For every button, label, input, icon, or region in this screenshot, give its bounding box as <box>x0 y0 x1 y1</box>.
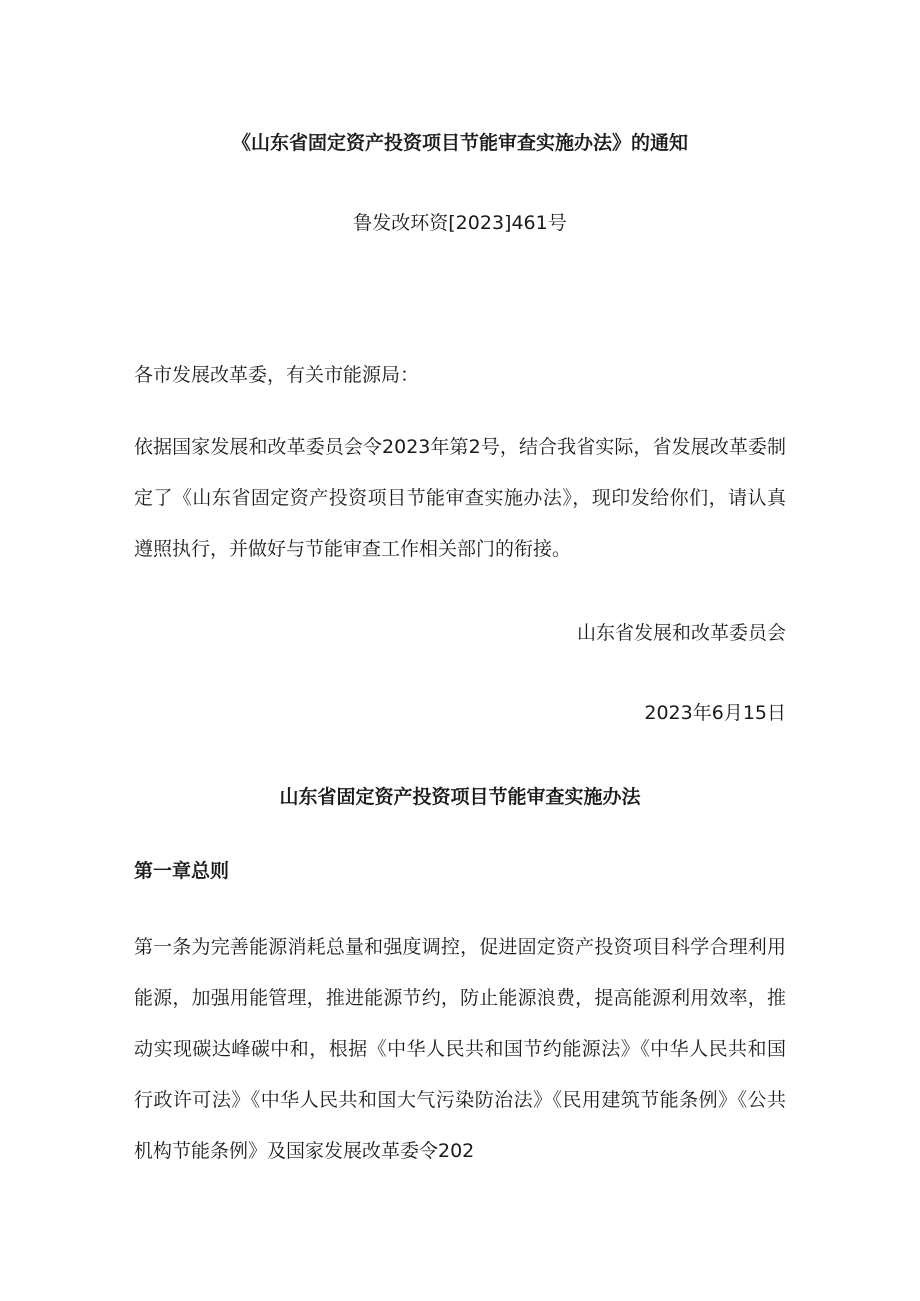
chapter-heading: 第一章总则 <box>134 860 230 882</box>
measures-title: 山东省固定资产投资项目节能审查实施办法 <box>279 786 641 808</box>
issuer-signature: 山东省发展和改革委员会 <box>576 622 786 644</box>
issue-date: 2023年6月15日 <box>644 702 786 724</box>
document-number: 鲁发改环资[2023]461号 <box>353 212 567 234</box>
notice-title: 《山东省固定资产投资项目节能审查实施办法》的通知 <box>231 132 688 154</box>
salutation: 各市发展改革委，有关市能源局： <box>134 364 420 386</box>
article-1-paragraph: 第一条为完善能源消耗总量和强度调控，促进固定资产投资项目科学合理利用能源，加强用能管理，推进能源节约，防止能源浪费，提高能源利用效率，推动实现碳达峰碳中和，根据《中华人民共和国节约能源法》《中华人民共和国行政许可法》《中华人民共和国大气污染防治法》《民用建筑节能条例》《公共机构节能条例》及国家发展改革委令202 <box>134 936 786 1162</box>
notice-body-paragraph: 依据国家发展和改革委员会令2023年第2号，结合我省实际，省发展改革委制定了《山东省固定资产投资项目节能审查实施办法》，现印发给你们，请认真遵照执行，并做好与节能审查工作相关部门的衔接。 <box>134 436 786 560</box>
